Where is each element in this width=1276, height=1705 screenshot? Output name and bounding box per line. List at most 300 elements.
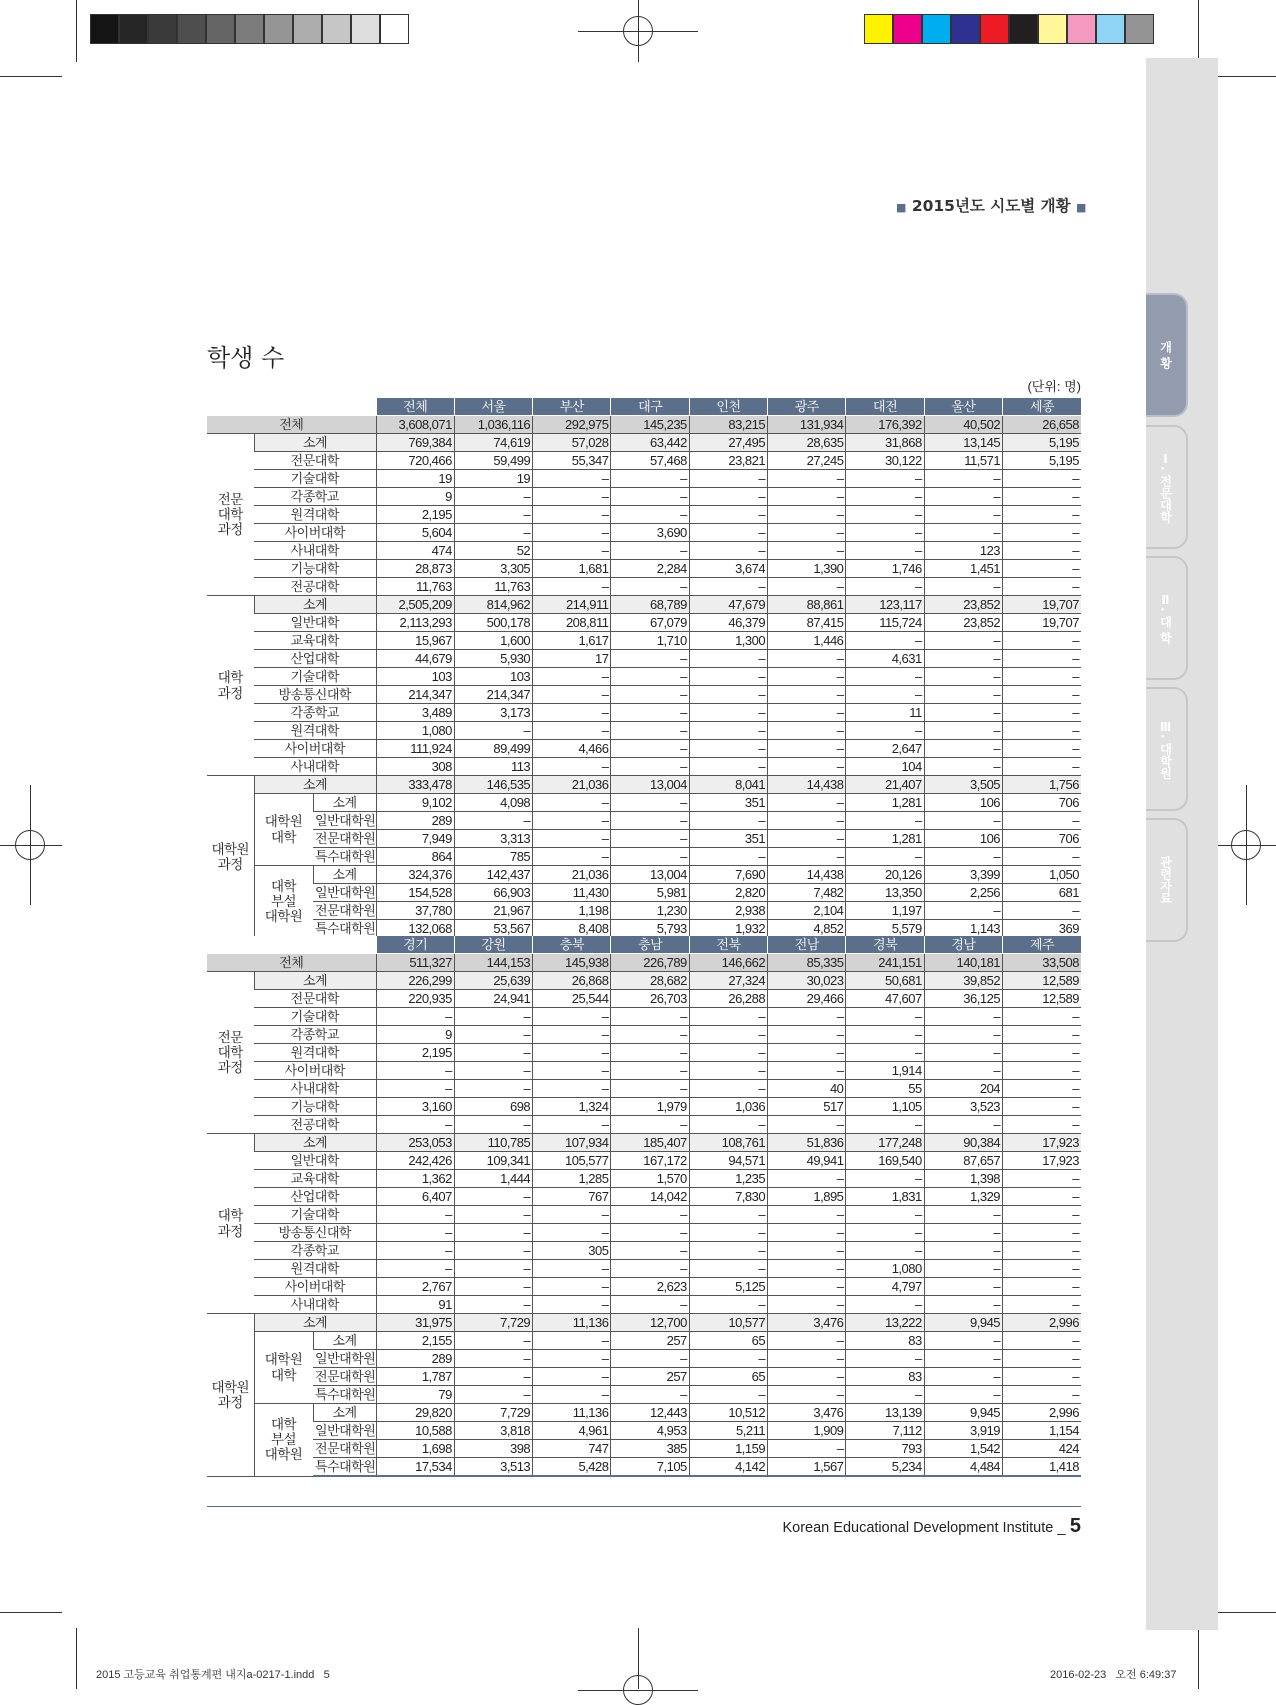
value-cell: 511,327 <box>376 954 454 972</box>
column-header: 부산 <box>533 398 611 416</box>
color-swatch <box>980 14 1009 44</box>
value-cell: – <box>924 686 1002 704</box>
section-label-line: 전문 <box>217 1029 243 1045</box>
value-cell: 10,512 <box>689 1404 767 1422</box>
value-cell: 11,430 <box>533 884 611 902</box>
value-cell: 23,821 <box>689 452 767 470</box>
value-cell: – <box>611 470 689 488</box>
value-cell: 3,476 <box>768 1314 846 1332</box>
value-cell: 257 <box>611 1332 689 1350</box>
value-cell: – <box>533 542 611 560</box>
value-cell: 1,285 <box>533 1170 611 1188</box>
value-cell: – <box>454 1026 532 1044</box>
row-label: 원격대학 <box>254 506 376 524</box>
section-label-line: 과정 <box>217 1394 243 1410</box>
table-row <box>207 1260 1081 1278</box>
row-label: 사내대학 <box>254 542 376 560</box>
value-cell: 5,604 <box>376 524 454 542</box>
value-cell: 10,577 <box>689 1314 767 1332</box>
value-cell: – <box>768 1026 846 1044</box>
row-label: 소계 <box>254 776 376 794</box>
value-cell: 83 <box>846 1368 924 1386</box>
value-cell: – <box>924 848 1002 866</box>
value-cell: 706 <box>1003 794 1081 812</box>
value-cell: – <box>1003 1026 1081 1044</box>
value-cell: 220,935 <box>376 990 454 1008</box>
value-cell: – <box>1003 506 1081 524</box>
table-row <box>207 632 1081 650</box>
value-cell: 21,407 <box>846 776 924 794</box>
value-cell: 698 <box>454 1098 532 1116</box>
value-cell: – <box>454 1332 532 1350</box>
value-cell: – <box>846 1170 924 1188</box>
value-cell: – <box>846 1242 924 1260</box>
running-header-title: 2015년도 시도별 개황 <box>911 197 1071 215</box>
section-label <box>207 1314 254 1477</box>
value-cell: – <box>924 1044 1002 1062</box>
value-cell: 1,418 <box>1003 1458 1081 1477</box>
student-count-table-2 <box>207 936 1081 1477</box>
color-swatch <box>1096 14 1125 44</box>
value-cell: 53,567 <box>454 920 532 939</box>
value-cell: 5,195 <box>1003 434 1081 452</box>
value-cell: – <box>689 848 767 866</box>
value-cell: – <box>1003 1296 1081 1314</box>
value-cell: – <box>846 722 924 740</box>
value-cell: – <box>1003 1260 1081 1278</box>
column-header: 전북 <box>689 936 767 954</box>
row-label: 기능대학 <box>254 560 376 578</box>
value-cell: 3,160 <box>376 1098 454 1116</box>
value-cell: 104 <box>846 758 924 776</box>
row-label: 특수대학원 <box>315 1386 376 1402</box>
value-cell: 5,428 <box>533 1458 611 1477</box>
value-cell: 8,041 <box>689 776 767 794</box>
value-cell: 1,281 <box>846 830 924 848</box>
value-cell: 10,588 <box>376 1422 454 1440</box>
value-cell: 720,466 <box>376 452 454 470</box>
value-cell: – <box>1003 1098 1081 1116</box>
tab-related-data[interactable] <box>1146 818 1188 942</box>
value-cell: 785 <box>454 848 532 866</box>
value-cell: 55 <box>846 1080 924 1098</box>
value-cell: 351 <box>689 794 767 812</box>
value-cell: 1,895 <box>768 1188 846 1206</box>
table-row <box>207 1080 1081 1098</box>
value-cell: – <box>533 1260 611 1278</box>
value-cell: 1,398 <box>924 1170 1002 1188</box>
value-cell: 4,484 <box>924 1458 1002 1477</box>
value-cell: – <box>689 1260 767 1278</box>
value-cell: 66,903 <box>454 884 532 902</box>
table-row <box>207 1044 1081 1062</box>
value-cell: – <box>689 722 767 740</box>
value-cell: – <box>846 1206 924 1224</box>
value-cell: 37,780 <box>376 902 454 920</box>
value-cell: 11,136 <box>533 1404 611 1422</box>
value-cell: 19,707 <box>1003 596 1081 614</box>
value-cell: 2,820 <box>689 884 767 902</box>
value-cell: – <box>768 1206 846 1224</box>
value-cell: – <box>1003 1188 1081 1206</box>
value-cell: 26,658 <box>1003 416 1081 434</box>
value-cell: 11,136 <box>533 1314 611 1332</box>
value-cell: 4,961 <box>533 1422 611 1440</box>
value-cell: – <box>454 1242 532 1260</box>
slug-filename: 2015 고등교육 취업통계편 내지a-0217-1.indd 5 <box>96 1669 330 1681</box>
value-cell: 12,589 <box>1003 990 1081 1008</box>
value-cell: 103 <box>454 668 532 686</box>
table-row <box>207 1026 1081 1044</box>
row-label: 기술대학 <box>254 668 376 686</box>
row-label: 일반대학 <box>254 614 376 632</box>
table-row <box>207 524 1081 542</box>
value-cell: – <box>846 1350 924 1368</box>
value-cell: 9 <box>376 1026 454 1044</box>
column-header: 대전 <box>846 398 924 416</box>
value-cell: – <box>689 488 767 506</box>
value-cell: – <box>1003 1080 1081 1098</box>
value-cell: 3,690 <box>611 524 689 542</box>
value-cell: 2,113,293 <box>376 614 454 632</box>
value-cell: 9,102 <box>376 794 454 812</box>
value-cell: 2,996 <box>1003 1314 1081 1332</box>
table-row <box>207 1188 1081 1206</box>
value-cell: – <box>454 812 532 830</box>
group-label <box>254 866 313 939</box>
value-cell: 13,004 <box>611 776 689 794</box>
value-cell: 1,746 <box>846 560 924 578</box>
value-cell: – <box>689 686 767 704</box>
value-cell: 793 <box>846 1440 924 1458</box>
value-cell: 2,767 <box>376 1278 454 1296</box>
color-swatch <box>951 14 980 44</box>
color-swatch <box>293 14 322 44</box>
value-cell: 706 <box>1003 830 1081 848</box>
value-cell: 83 <box>846 1332 924 1350</box>
row-label: 산업대학 <box>254 650 376 668</box>
value-cell: – <box>1003 542 1081 560</box>
value-cell: – <box>454 1260 532 1278</box>
value-cell: 5,211 <box>689 1422 767 1440</box>
color-swatch <box>1125 14 1154 44</box>
value-cell: 11 <box>846 704 924 722</box>
color-swatch <box>264 14 293 44</box>
value-cell: 29,466 <box>768 990 846 1008</box>
value-cell: – <box>768 1368 846 1386</box>
value-cell: 1,198 <box>533 902 611 920</box>
value-cell: – <box>454 1206 532 1224</box>
value-cell: 40,502 <box>924 416 1002 434</box>
tab-university[interactable] <box>1146 556 1188 680</box>
value-cell: – <box>924 740 1002 758</box>
value-cell: 6,407 <box>376 1188 454 1206</box>
value-cell: 5,125 <box>689 1278 767 1296</box>
value-cell: 1,756 <box>1003 776 1081 794</box>
table-row <box>207 1350 1081 1368</box>
value-cell: 2,195 <box>376 1044 454 1062</box>
value-cell: – <box>768 542 846 560</box>
value-cell: – <box>1003 686 1081 704</box>
value-cell: – <box>1003 1170 1081 1188</box>
section-label-line: 대학 <box>217 1044 243 1060</box>
group-label-line: 대학원 <box>264 1447 303 1463</box>
value-cell: 51,836 <box>768 1134 846 1152</box>
value-cell: – <box>846 686 924 704</box>
color-swatch <box>1067 14 1096 44</box>
value-cell: 4,852 <box>768 920 846 939</box>
value-cell: 369 <box>1003 920 1081 939</box>
value-cell: – <box>376 1080 454 1098</box>
value-cell: – <box>924 1008 1002 1026</box>
value-cell: – <box>768 1044 846 1062</box>
value-cell: – <box>846 632 924 650</box>
value-cell: 74,619 <box>454 434 532 452</box>
value-cell: 1,451 <box>924 560 1002 578</box>
value-cell: 91 <box>376 1296 454 1314</box>
value-cell: 1,080 <box>376 722 454 740</box>
value-cell: – <box>611 1008 689 1026</box>
value-cell: – <box>611 1116 689 1134</box>
value-cell: – <box>1003 578 1081 596</box>
total-row <box>207 416 1081 434</box>
value-cell: 11,763 <box>376 578 454 596</box>
value-cell: – <box>689 1296 767 1314</box>
value-cell: – <box>689 1386 767 1404</box>
value-cell: 31,975 <box>376 1314 454 1332</box>
value-cell: 2,505,209 <box>376 596 454 614</box>
value-cell: – <box>1003 902 1081 920</box>
value-cell: – <box>924 722 1002 740</box>
section-label-line: 대학원 <box>211 841 250 857</box>
section-label <box>207 596 254 776</box>
value-cell: 242,426 <box>376 1152 454 1170</box>
value-cell: 3,305 <box>454 560 532 578</box>
value-cell: 769,384 <box>376 434 454 452</box>
value-cell: – <box>454 488 532 506</box>
value-cell: – <box>846 578 924 596</box>
section-label <box>207 434 254 596</box>
section-label-line: 전문 <box>217 491 243 507</box>
header-blank <box>207 398 376 416</box>
tab-junior-college[interactable] <box>1146 425 1188 549</box>
color-swatch <box>177 14 206 44</box>
value-cell: 13,222 <box>846 1314 924 1332</box>
table-row <box>207 758 1081 776</box>
value-cell: 2,195 <box>376 506 454 524</box>
value-cell: – <box>846 488 924 506</box>
value-cell: – <box>689 1044 767 1062</box>
value-cell: 1,197 <box>846 902 924 920</box>
value-cell: 123 <box>924 542 1002 560</box>
value-cell: 23,852 <box>924 614 1002 632</box>
row-label: 각종학교 <box>254 704 376 722</box>
value-cell: 2,623 <box>611 1278 689 1296</box>
value-cell: – <box>533 812 611 830</box>
value-cell: 1,329 <box>924 1188 1002 1206</box>
value-cell: 24,941 <box>454 990 532 1008</box>
value-cell: – <box>768 1242 846 1260</box>
value-cell: – <box>1003 1062 1081 1080</box>
value-cell: – <box>611 704 689 722</box>
group-label-line: 대학원 <box>264 814 303 830</box>
value-cell: – <box>846 1386 924 1404</box>
value-cell: – <box>533 1224 611 1242</box>
row-label: 교육대학 <box>254 632 376 650</box>
footer-divider <box>207 1506 1081 1507</box>
value-cell: – <box>611 1062 689 1080</box>
row-label: 사이버대학 <box>254 1278 376 1296</box>
value-cell: – <box>768 1350 846 1368</box>
table-row <box>207 1206 1081 1224</box>
value-cell: 308 <box>376 758 454 776</box>
value-cell: 113 <box>454 758 532 776</box>
value-cell: – <box>846 1026 924 1044</box>
value-cell: – <box>689 812 767 830</box>
row-label: 일반대학원 <box>315 1422 376 1438</box>
column-header: 광주 <box>768 398 846 416</box>
value-cell: – <box>924 578 1002 596</box>
value-cell: – <box>454 524 532 542</box>
value-cell: – <box>533 1008 611 1026</box>
value-cell: 767 <box>533 1188 611 1206</box>
value-cell: – <box>689 1224 767 1242</box>
value-cell: – <box>1003 740 1081 758</box>
value-cell: 214,347 <box>376 686 454 704</box>
value-cell: – <box>1003 560 1081 578</box>
subtotal-row <box>207 776 1081 794</box>
value-cell: 474 <box>376 542 454 560</box>
column-header: 충남 <box>611 936 689 954</box>
value-cell: 30,023 <box>768 972 846 990</box>
value-cell: 7,729 <box>454 1404 532 1422</box>
tab-graduate-school[interactable] <box>1146 687 1188 811</box>
value-cell: – <box>376 1206 454 1224</box>
value-cell: 1,036 <box>689 1098 767 1116</box>
value-cell: – <box>768 578 846 596</box>
value-cell: – <box>611 1296 689 1314</box>
table-row <box>207 1062 1081 1080</box>
value-cell: 1,681 <box>533 560 611 578</box>
page-footer <box>700 1515 1081 1538</box>
value-cell: 140,181 <box>924 954 1002 972</box>
value-cell: 185,407 <box>611 1134 689 1152</box>
color-swatch <box>90 14 119 44</box>
value-cell: 107,934 <box>533 1134 611 1152</box>
value-cell: 3,523 <box>924 1098 1002 1116</box>
value-cell: 385 <box>611 1440 689 1458</box>
value-cell: 7,729 <box>454 1314 532 1332</box>
value-cell: – <box>768 488 846 506</box>
value-cell: – <box>611 542 689 560</box>
row-label: 전문대학원 <box>315 830 376 846</box>
value-cell: – <box>611 1044 689 1062</box>
row-label: 특수대학원 <box>313 1458 376 1477</box>
value-cell: – <box>533 1044 611 1062</box>
table-row <box>207 650 1081 668</box>
value-cell: 19 <box>454 470 532 488</box>
value-cell: 814,962 <box>454 596 532 614</box>
value-cell: – <box>533 848 611 866</box>
value-cell: 289 <box>376 1350 454 1368</box>
value-cell: – <box>1003 488 1081 506</box>
value-cell: – <box>846 1296 924 1314</box>
value-cell: 1,570 <box>611 1170 689 1188</box>
value-cell: – <box>611 1026 689 1044</box>
value-cell: 2,938 <box>689 902 767 920</box>
value-cell: – <box>454 1386 532 1404</box>
value-cell: 19,707 <box>1003 614 1081 632</box>
row-label: 각종학교 <box>254 1242 376 1260</box>
running-header <box>896 194 1086 216</box>
table-row <box>207 1116 1081 1134</box>
value-cell: 29,820 <box>376 1404 454 1422</box>
value-cell: – <box>689 740 767 758</box>
value-cell: – <box>1003 1116 1081 1134</box>
value-cell: – <box>924 1062 1002 1080</box>
group-label-line: 부설 <box>270 894 297 910</box>
value-cell: 57,468 <box>611 452 689 470</box>
row-label: 소계 <box>254 1134 376 1152</box>
unit-label: (단위: 명) <box>1027 379 1081 394</box>
value-cell: – <box>1003 1350 1081 1368</box>
student-count-table-1 <box>207 398 1081 939</box>
value-cell: 1,542 <box>924 1440 1002 1458</box>
value-cell: – <box>1003 704 1081 722</box>
value-cell: 289 <box>376 812 454 830</box>
value-cell: – <box>768 1296 846 1314</box>
section-label <box>207 972 254 1134</box>
value-cell: – <box>454 1062 532 1080</box>
row-label: 산업대학 <box>254 1188 376 1206</box>
value-cell: 111,924 <box>376 740 454 758</box>
value-cell: – <box>611 722 689 740</box>
value-cell: 2,284 <box>611 560 689 578</box>
row-label: 소계 <box>254 1314 376 1332</box>
value-cell: – <box>1003 1206 1081 1224</box>
value-cell: 12,443 <box>611 1404 689 1422</box>
page-title: 학생 수 <box>207 344 285 372</box>
value-cell: 2,256 <box>924 884 1002 902</box>
table-row <box>207 1422 1081 1440</box>
row-label: 소계 <box>313 866 376 884</box>
value-cell: – <box>533 578 611 596</box>
value-cell: 21,036 <box>533 776 611 794</box>
value-cell: 9,945 <box>924 1404 1002 1422</box>
value-cell: 324,376 <box>376 866 454 884</box>
row-label: 소계 <box>313 1332 376 1350</box>
value-cell: – <box>611 488 689 506</box>
section-label-line: 대학 <box>217 670 243 686</box>
value-cell: 14,438 <box>768 776 846 794</box>
tab-overview[interactable] <box>1146 293 1188 417</box>
value-cell: – <box>1003 470 1081 488</box>
table-row <box>207 578 1081 596</box>
value-cell: – <box>533 668 611 686</box>
value-cell: – <box>846 1224 924 1242</box>
value-cell: 864 <box>376 848 454 866</box>
value-cell: 305 <box>533 1242 611 1260</box>
value-cell: 4,466 <box>533 740 611 758</box>
value-cell: 1,080 <box>846 1260 924 1278</box>
row-label: 일반대학원 <box>315 884 376 900</box>
group-label-line: 대학원 <box>264 909 303 925</box>
value-cell: 9 <box>376 488 454 506</box>
value-cell: 1,036,116 <box>454 416 532 434</box>
value-cell: 27,245 <box>768 452 846 470</box>
value-cell: 105,577 <box>533 1152 611 1170</box>
column-header: 울산 <box>924 398 1002 416</box>
